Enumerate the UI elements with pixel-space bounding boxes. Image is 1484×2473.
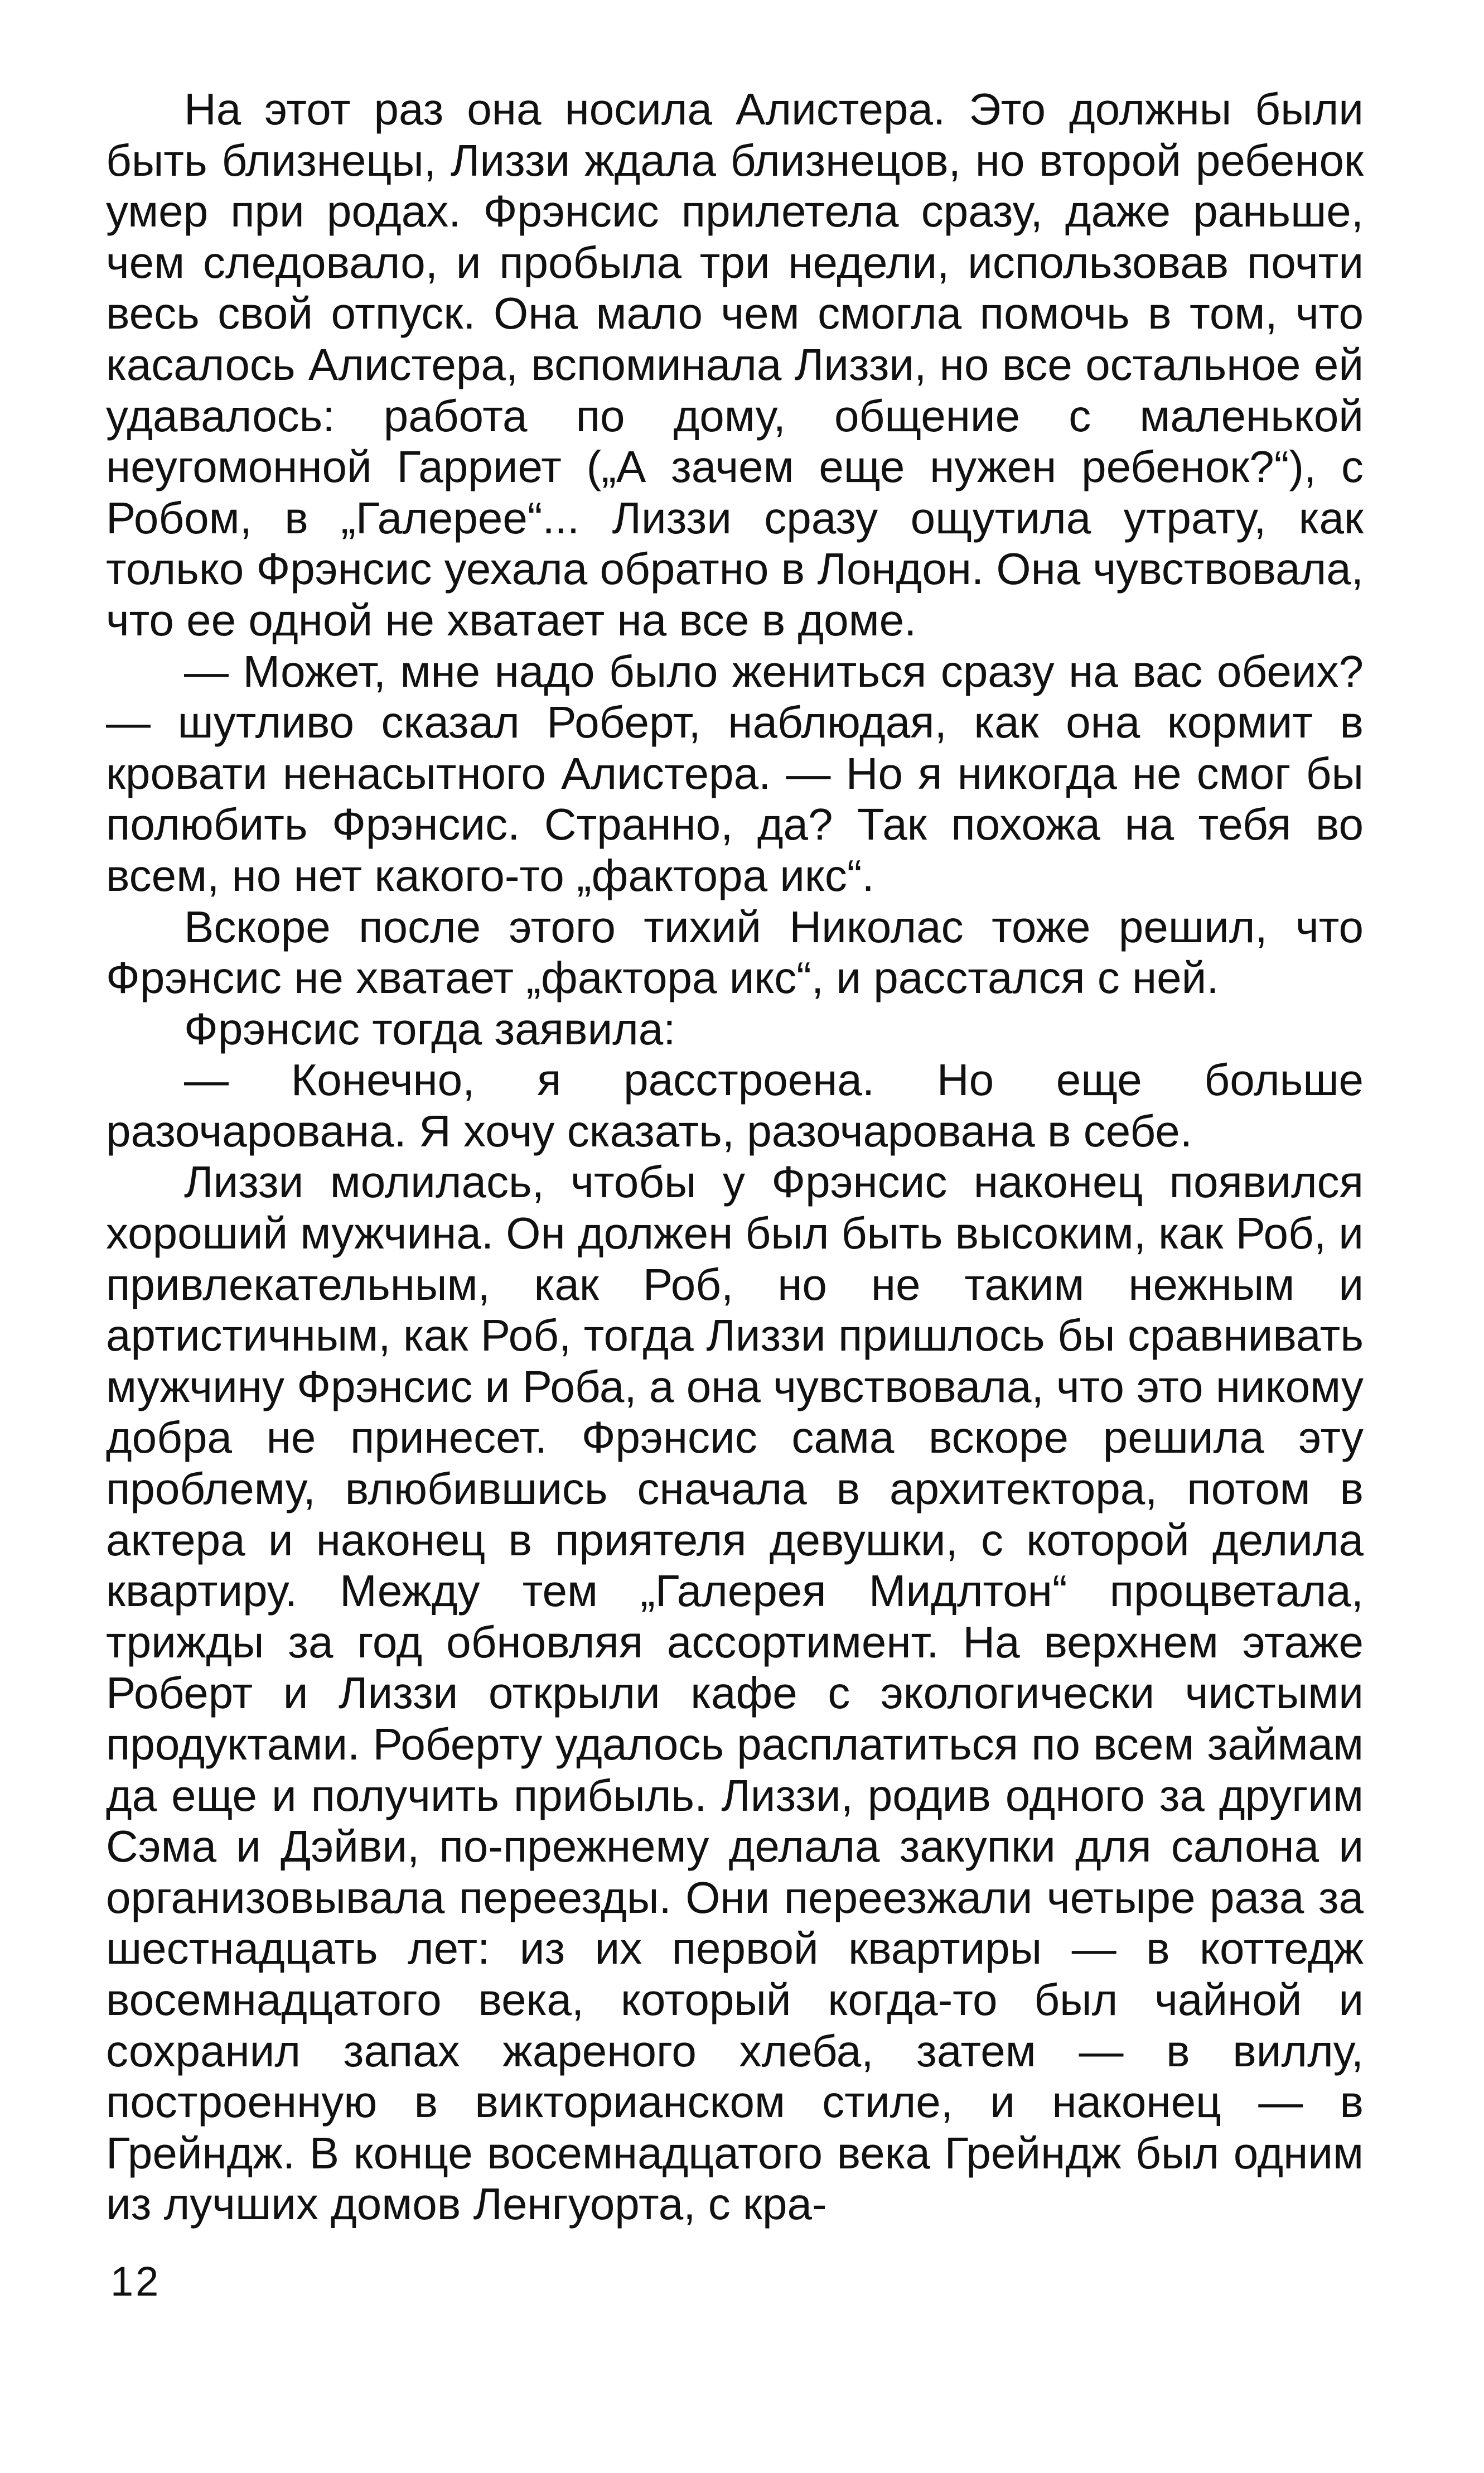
book-page-text bbox=[106, 84, 1364, 2230]
paragraph: — Конечно, я расстроена. Но еще больше разочарована. Я хочу сказать, разочарована в себе. bbox=[106, 1055, 1364, 1156]
paragraph: — Может, мне надо было жениться сразу на вас обеих? — шутливо сказал Роберт, наблюдая, как она кормит в кровати ненасытного Алистера. — Но я никогда не смог бы полюбить Фрэнсис. Странно, да? Так похожа на тебя во всем, но нет какого-то „фактора икс“. bbox=[106, 646, 1364, 900]
page-number: 12 bbox=[110, 2258, 161, 2305]
paragraph: Фрэнсис тогда заявила: bbox=[184, 1004, 676, 1054]
paragraph: Лиззи молилась, чтобы у Фрэнсис наконец появился хороший мужчина. Он должен был быть высоким, как Роб, и привлекательным, как Роб, но не таким нежным и артистичным, как Роб, тогда Лиззи пришлось бы сравнивать мужчину Фрэнсис и Роба, а она чувствовала, что это никому добра не принесет. Фрэнсис сама вскоре решила эту проблему, влюбившись сначала в архитектора, потом в актера и наконец в приятеля девушки, с которой делила квартиру. Между тем „Галерея Мидлтон“ процветала, трижды за год обновляя ассортимент. На верхнем этаже Роберт и Лиззи открыли кафе с экологически чистыми продуктами. Роберту удалось расплатиться по всем займам да еще и получить прибыль. Лиззи, родив одного за другим Сэма и Дэйви, по-прежнему делала закупки для салона и организовывала переезды. Они переезжали четыре раза за шестнадцать лет: из их первой квартиры — в коттедж восемнадцатого века, который когда-то был чайной и сохранил запах жареного хлеба, затем — в виллу, построенную в викторианском стиле, и наконец — в Грейндж. В конце восемнадцатого века Грейндж был одним из лучших домов Ленгуорта, с кра- bbox=[106, 1157, 1364, 2229]
paragraph: Вскоре после этого тихий Николас тоже решил, что Фрэнсис не хватает „фактора икс“, и расстался с ней. bbox=[106, 902, 1364, 1003]
paragraph: На этот раз она носила Алистера. Это должны были быть близнецы, Лиззи ждала близнецов, но второй ребенок умер при родах. Фрэнсис прилетела сразу, даже раньше, чем следовало, и пробыла три недели, использовав почти весь свой отпуск. Она мало чем смогла помочь в том, что касалось Алистера, вспоминала Лиззи, но все остальное ей удавалось: работа по дому, общение с маленькой неугомонной Гарриет („А зачем еще нужен ребенок?“), с Робом, в „Галерее“... Лиззи сразу ощутила утрату, как только Фрэнсис уехала обратно в Лондон. Она чувствовала, что ее одной не хватает на все в доме. bbox=[106, 84, 1364, 645]
